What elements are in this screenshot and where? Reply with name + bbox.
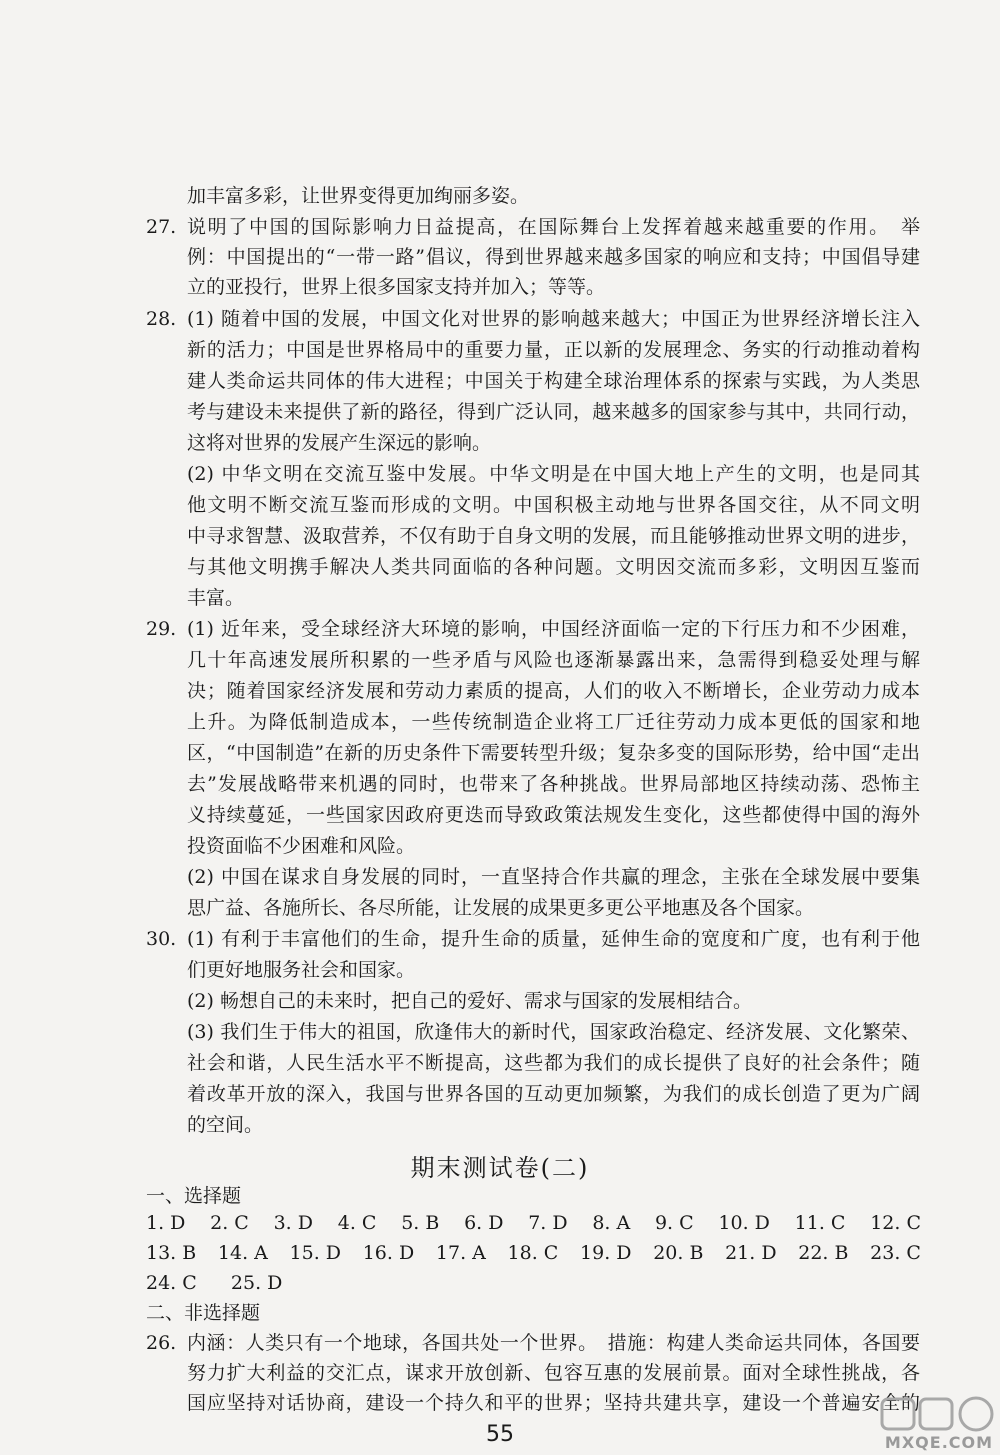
q30-line-7: 的空间。 <box>187 1114 264 1136</box>
q26-line-2: 努力扩大利益的交汇点，谋求开放创新、包容互惠的发展前景。面对全球性挑战，各 <box>187 1362 920 1384</box>
mc-answer: 15. D <box>289 1242 342 1264</box>
nonmc-heading: 二、非选择题 <box>146 1302 261 1324</box>
mc-answer: 20. B <box>653 1242 704 1264</box>
page-number: 55 <box>486 1422 514 1447</box>
q27-line-1: 说明了中国的国际影响力日益提高，在国际舞台上发挥着越来越重要的作用。 举 <box>187 216 920 238</box>
q28-line-3: 建人类命运共同体的伟大进程；中国关于构建全球治理体系的探索与实践，为人类思 <box>187 370 920 392</box>
q28-line-6: (2) 中华文明在交流互鉴中发展。中华文明是在中国大地上产生的文明，也是同其 <box>187 463 920 485</box>
q29-line-5: 区，“中国制造”在新的历史条件下需要转型升级；复杂多变的国际形势，给中国“走出 <box>187 742 920 764</box>
mc-answer: 6. D <box>464 1212 504 1234</box>
mc-answer: 16. D <box>362 1242 415 1264</box>
watermark-logo <box>880 1395 998 1453</box>
q27-line-2: 例：中国提出的“一带一路”倡议，得到世界越来越多国家的响应和支持；中国倡导建 <box>187 246 920 268</box>
q30-line-5: 社会和谐，人民生活水平不断提高，这些都为我们的成长提供了良好的社会条件；随 <box>187 1052 920 1074</box>
mc-answer: 17. A <box>435 1242 486 1264</box>
q29-line-9: (2) 中国在谋求自身发展的同时，一直坚持合作共赢的理念，主张在全球发展中要集 <box>187 866 920 888</box>
mc-answer: 3. D <box>273 1212 313 1234</box>
mc-answer: 25. D <box>230 1272 283 1294</box>
q28-line-2: 新的活力；中国是世界格局中的重要力量，正以新的发展理念、务实的行动推动着构 <box>187 339 920 361</box>
q30-line-4: (3) 我们生于伟大的祖国，欣逢伟大的新时代，国家政治稳定、经济发展、文化繁荣、 <box>187 1021 920 1043</box>
question-number-28: 28. <box>146 308 177 330</box>
prev-answer-tail: 加丰富多彩，让世界变得更加绚丽多姿。 <box>187 185 530 207</box>
mc-answer: 12. C <box>870 1212 921 1234</box>
q28-line-8: 中寻求智慧、汲取营养，不仅有助于自身文明的发展，而且能够推动世界文明的进步， <box>187 525 920 547</box>
q26-line-1: 内涵：人类只有一个地球，各国共处一个世界。 措施：构建人类命运共同体，各国要 <box>187 1332 920 1354</box>
q29-line-4: 上升。为降低制造成本，一些传统制造企业将工厂迁往劳动力成本更低的国家和地 <box>187 711 920 733</box>
q28-line-4: 考与建设未来提供了新的路径，得到广泛认同，越来越多的国家参与其中，共同行动， <box>187 401 920 423</box>
question-number-30: 30. <box>146 928 177 950</box>
mc-row-2 <box>146 1240 921 1266</box>
q30-line-3: (2) 畅想自己的未来时，把自己的爱好、需求与国家的发展相结合。 <box>187 990 752 1012</box>
question-number-26: 26. <box>146 1332 177 1354</box>
q28-line-7: 他文明不断交流互鉴而形成的文明。中国积极主动地与世界各国交往，从不同文明 <box>187 494 920 516</box>
mc-answer: 7. D <box>528 1212 568 1234</box>
mc-answer: 23. C <box>870 1242 921 1264</box>
mc-answer: 21. D <box>725 1242 777 1264</box>
q30-line-1: (1) 有利于丰富他们的生命，提升生命的质量，延伸生命的宽度和广度，也有利于他 <box>187 928 920 950</box>
mc-heading: 一、选择题 <box>146 1185 242 1207</box>
mc-answer: 4. C <box>337 1212 377 1234</box>
q28-line-9: 与其他文明携手解决人类共同面临的各种问题。文明因交流而多彩，文明因互鉴而 <box>187 556 920 578</box>
q29-line-10: 思广益、各施所长、各尽所能，让发展的成果更多更公平地惠及各个国家。 <box>187 897 815 919</box>
watermark-badge-icon <box>880 1395 998 1435</box>
q29-line-3: 决；随着国家经济发展和劳动力素质的提高，人们的收入不断增长，企业劳动力成本 <box>187 680 920 702</box>
mc-answer: 2. C <box>210 1212 249 1234</box>
mc-answer: 11. C <box>794 1212 846 1234</box>
mc-row-1 <box>146 1210 921 1236</box>
mc-answer: 14. A <box>217 1242 268 1264</box>
mc-row-3 <box>146 1270 282 1296</box>
mc-answer: 18. C <box>507 1242 559 1264</box>
question-number-27: 27. <box>146 216 177 238</box>
mc-answer: 22. B <box>798 1242 849 1264</box>
q27-line-3: 立的亚投行，世界上很多国家支持并加入；等等。 <box>187 276 606 298</box>
mc-answer: 13. B <box>146 1242 197 1264</box>
q29-line-2: 几十年高速发展所积累的一些矛盾与风险也逐渐暴露出来，急需得到稳妥处理与解 <box>187 649 920 671</box>
q28-line-10: 丰富。 <box>187 587 245 609</box>
q29-line-7: 义持续蔓延，一些国家因政府更迭而导致政策法规发生变化，这些都使得中国的海外 <box>187 804 920 826</box>
q26-line-3: 国应坚持对话协商，建设一个持久和平的世界；坚持共建共享，建设一个普遍安全的 <box>187 1392 920 1414</box>
mc-answer: 9. C <box>654 1212 694 1234</box>
q28-line-5: 这将对世界的发展产生深远的影响。 <box>187 432 492 454</box>
q30-line-2: 们更好地服务社会和国家。 <box>187 959 416 981</box>
q29-line-1: (1) 近年来，受全球经济大环境的影响，中国经济面临一定的下行压力和不少困难， <box>187 618 920 640</box>
mc-answer: 19. D <box>580 1242 632 1264</box>
mc-answer: 8. A <box>592 1212 631 1234</box>
question-number-29: 29. <box>146 618 177 640</box>
q29-line-6: 去”发展战略带来机遇的同时，也带来了各种挑战。世界局部地区持续动荡、恐怖主 <box>187 773 920 795</box>
q29-line-8: 投资面临不少困难和风险。 <box>187 835 416 857</box>
watermark-site: MXQE.COM <box>884 1433 994 1452</box>
section-title: 期末测试卷(二) <box>410 1154 590 1182</box>
mc-answer: 1. D <box>146 1212 186 1234</box>
mc-answer: 10. D <box>718 1212 770 1234</box>
mc-answer: 5. B <box>401 1212 440 1234</box>
q28-line-1: (1) 随着中国的发展，中国文化对世界的影响越来越大；中国正为世界经济增长注入 <box>187 308 920 330</box>
q30-line-6: 着改革开放的深入，我国与世界各国的互动更加频繁，为我们的成长创造了更为广阔 <box>187 1083 920 1105</box>
mc-answer: 24. C <box>146 1272 197 1294</box>
